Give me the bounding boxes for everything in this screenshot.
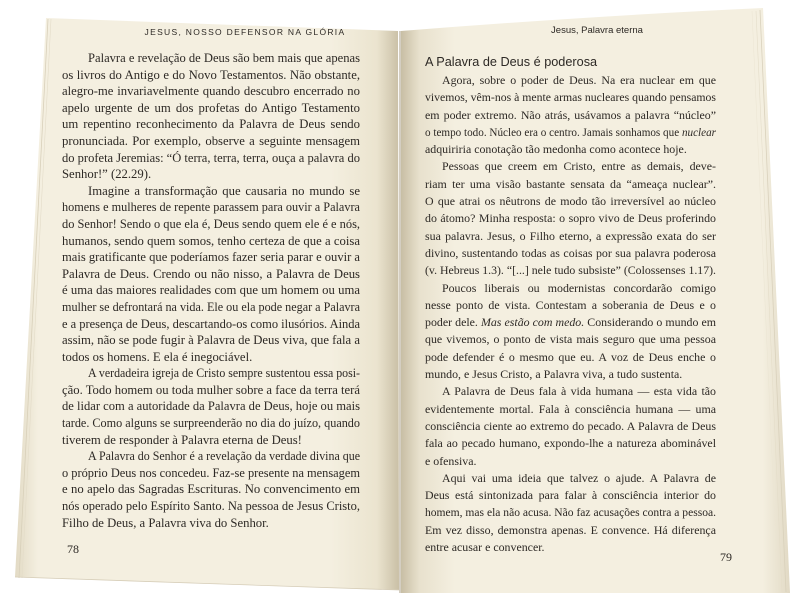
text-line — [62, 133, 360, 150]
line-text: tiverem de responder à Palavra eterna de Deus! — [62, 432, 302, 447]
text-line — [62, 266, 360, 283]
line-text: mundo, e Jesus Cristo, a Palavra viva, a tudo sustenta. — [425, 367, 683, 382]
line-text: consciência ciente ao extremo do pecado. A Palavra de Deus — [425, 418, 716, 433]
text-line — [62, 166, 360, 183]
line-text: mulher se defrontará na vida. Ele ou ela pode negar a Palavra — [62, 299, 360, 314]
paragraph — [425, 383, 716, 469]
line-text: Poucos liberais ou modernistas concordarão comigo — [442, 280, 716, 295]
text-line — [62, 299, 360, 316]
text-line — [425, 418, 716, 435]
text-line — [62, 282, 360, 299]
line-text: A Palavra de Deus fala à vida humana — esta vida tão — [442, 384, 716, 399]
text-line — [425, 280, 716, 297]
text-line — [425, 522, 716, 539]
line-text: todos os homens. E ela é inegociável. — [62, 349, 253, 364]
line-text: que vivemos, o ponto de vista mais seguro que uma pessoa — [425, 332, 716, 347]
text-line — [62, 50, 360, 67]
text-line — [62, 183, 360, 200]
line-text: nós operado pelo Espírito Santo. Na pessoa de Jesus Cristo, — [62, 499, 360, 514]
line-text: riam ter uma visão bastante sensata da “ameaça nuclear”. — [425, 176, 716, 191]
line-text: Filho de Deus, a Palavra viva do Senhor. — [62, 515, 269, 530]
text-line — [425, 314, 716, 331]
line-text: adquiriria conotação tão medonha como acontece hoje. — [425, 142, 687, 157]
text-line — [62, 465, 360, 482]
paragraph — [62, 448, 360, 531]
line-text: assim, não se pode fugir à Palavra de Deus viva, que fala a — [62, 333, 360, 348]
text-segment: Considerando o mundo em — [584, 315, 716, 330]
text-line — [62, 316, 360, 333]
italic-text: nuclear — [681, 124, 716, 139]
text-line — [425, 193, 716, 210]
text-line — [425, 210, 716, 227]
text-line — [62, 233, 360, 250]
text-line — [425, 487, 716, 504]
text-line — [425, 89, 716, 106]
text-line — [62, 116, 360, 133]
text-line — [62, 216, 360, 233]
line-text: apelo urgente de um dos profetas do Antigo Testamento — [62, 100, 360, 115]
text-line — [425, 539, 716, 556]
line-text: O que atrai os nêutrons de modo tão irreversível ao núcleo — [425, 194, 716, 209]
right-running-head: Jesus, Palavra eterna — [551, 25, 643, 36]
line-text: Em vez disso, demonstra apenas. E convence. Há diferença — [425, 522, 716, 537]
text-line — [425, 349, 716, 366]
line-text: e no apelo das Sagradas Escrituras. No convencimento em — [62, 482, 360, 497]
text-line — [62, 481, 360, 498]
text-line — [425, 435, 716, 452]
line-text: ção. Todo homem ou toda mulher sobre a face da terra terá — [62, 382, 360, 397]
line-text: em poder extremo. Não atrás, usávamos a palavra “núcleo” — [425, 107, 716, 122]
line-text: alegro-me invariavelmente quando descubro encerrado no — [62, 84, 360, 99]
line-text: (v. Hebreus 1.3). “[...] nele tudo subsiste” (Colossenses 1.17). — [425, 263, 716, 278]
line-text: do átomo? Minha resposta: o sopro vivo de Deus proferindo — [425, 211, 716, 226]
text-line — [425, 504, 716, 521]
line-text: fala ao pecado humano, expondo-lhe a natureza abominável — [425, 436, 716, 451]
line-text: é uma das maiores realidades com que um homem ou uma — [62, 283, 360, 298]
text-line — [62, 67, 360, 84]
line-text: tarde. Como alguns se surpreenderão no dia do juízo, quando — [62, 416, 360, 431]
paragraph — [425, 158, 716, 279]
line-text: mais gratificante que poderíamos fazer seria parar e ouvir a — [62, 250, 360, 265]
text-segment: poder dele. — [425, 315, 481, 330]
paragraph — [62, 365, 360, 448]
text-line — [62, 100, 360, 117]
line-text: de lidar com a autoridade da Palavra de Deus, hoje ou mais — [62, 399, 360, 414]
paragraph — [62, 50, 360, 183]
line-text: divino, sustentando todas as coisas por sua palavra poderosa — [425, 245, 716, 260]
line-text: vivemos, vêm-nos à mente armas nucleares quando pensamos — [425, 90, 716, 105]
text-line — [425, 176, 716, 193]
paragraph — [425, 470, 716, 556]
text-line — [62, 349, 360, 366]
line-text: Agora, sobre o poder de Deus. Na era nuclear em que — [442, 73, 716, 87]
text-line — [425, 470, 716, 487]
text-line — [62, 448, 360, 465]
left-page-text — [62, 50, 360, 531]
line-text: evidentemente mortal. Fala à consciência humana — uma — [425, 401, 716, 416]
text-line — [425, 331, 716, 348]
line-text: nesse ponto de vista. Contestam a soberania de Deus e o — [425, 297, 716, 312]
line-text: Aqui vai uma ideia que talvez o ajude. A Palavra de — [442, 470, 716, 485]
line-text — [425, 124, 716, 141]
text-line — [425, 262, 716, 279]
text-line — [425, 228, 716, 245]
text-line — [62, 249, 360, 266]
text-line — [425, 245, 716, 262]
text-line — [62, 432, 360, 449]
line-text: o próprio Deus nos concedeu. Faz-se presente na mensagem — [62, 465, 360, 480]
paragraph — [425, 72, 716, 158]
text-line — [62, 382, 360, 399]
right-page-text — [425, 72, 716, 556]
right-page-number: 79 — [720, 550, 732, 564]
line-text: Palavra de Deus. Crendo ou não nisso, a Palavra de Deus — [62, 266, 360, 281]
left-running-head: JESUS, NOSSO DEFENSOR NA GLÓRIA — [144, 27, 346, 37]
text-line — [62, 332, 360, 349]
line-text: Imagine a transformação que causaria no mundo se — [88, 183, 360, 198]
line-text: Senhor!” (22.29). — [62, 167, 152, 182]
text-line — [425, 401, 716, 418]
line-text: A verdadeira igreja de Cristo sempre sustentou essa posi- — [88, 366, 360, 381]
italic-text: Mas estão com medo. — [480, 315, 585, 330]
line-text: do profeta Jeremias: “Ó terra, terra, terra, ouça a palavra do — [62, 150, 360, 165]
line-text: do Senhor! Sendo o que ela é, Deus sendo quem ele é e nós, — [62, 216, 360, 231]
line-text: Palavra e revelação de Deus são bem mais que apenas — [88, 51, 360, 65]
line-text: pode defender é o mesmo que eu. A voz de Deus enche o — [425, 349, 716, 364]
text-line — [425, 383, 716, 400]
text-line — [62, 83, 360, 100]
text-line — [62, 199, 360, 216]
text-line — [62, 150, 360, 167]
line-text: e a presença de Deus, descartando-os como ilusórios. Ainda — [62, 316, 360, 331]
text-line — [62, 365, 360, 382]
line-text: Pessoas que creem em Cristo, entre as demais, deve- — [442, 159, 716, 174]
text-line — [425, 141, 716, 158]
text-segment: o tempo todo. Núcleo era o centro. Jamais sonhamos que — [425, 124, 682, 139]
line-text: um repentino reconhecimento da Palavra de Deus sendo — [62, 117, 360, 132]
line-text: e ofensiva. — [425, 453, 477, 468]
text-line — [62, 415, 360, 432]
paragraph — [425, 280, 716, 384]
text-line — [62, 498, 360, 515]
text-line — [425, 107, 716, 124]
paragraph — [62, 183, 360, 366]
text-line — [62, 398, 360, 415]
line-text: homens e mulheres de repente parassem para ouvir a Palavra — [62, 200, 360, 215]
line-text: homem, mas ela não acusa. Não faz acusações contra a pessoa. — [425, 505, 716, 520]
section-heading: A Palavra de Deus é poderosa — [425, 55, 598, 69]
text-line — [425, 453, 716, 470]
text-line — [62, 515, 360, 532]
text-line — [425, 297, 716, 314]
text-line — [425, 72, 716, 89]
text-line — [425, 124, 716, 141]
text-line — [425, 366, 716, 383]
line-text: humanos, sendo quem somos, tenho certeza de que a coisa — [62, 233, 360, 248]
line-text — [425, 314, 716, 331]
line-text: os livros do Antigo e do Novo Testamentos. Não obstante, — [62, 67, 360, 82]
line-text: Deus está sintonizada para falar à consciência interior do — [425, 488, 716, 503]
line-text: entre acusar e convencer. — [425, 540, 545, 555]
line-text: sua palavra. Jesus, o Filho eterno, a expressão exata do ser — [425, 228, 716, 243]
text-line — [425, 158, 716, 175]
line-text: A Palavra do Senhor é a revelação da verdade divina que — [88, 449, 360, 464]
line-text: pronunciada. Por exemplo, observe a seguinte mensagem — [62, 133, 360, 148]
left-page-number: 78 — [67, 542, 79, 556]
